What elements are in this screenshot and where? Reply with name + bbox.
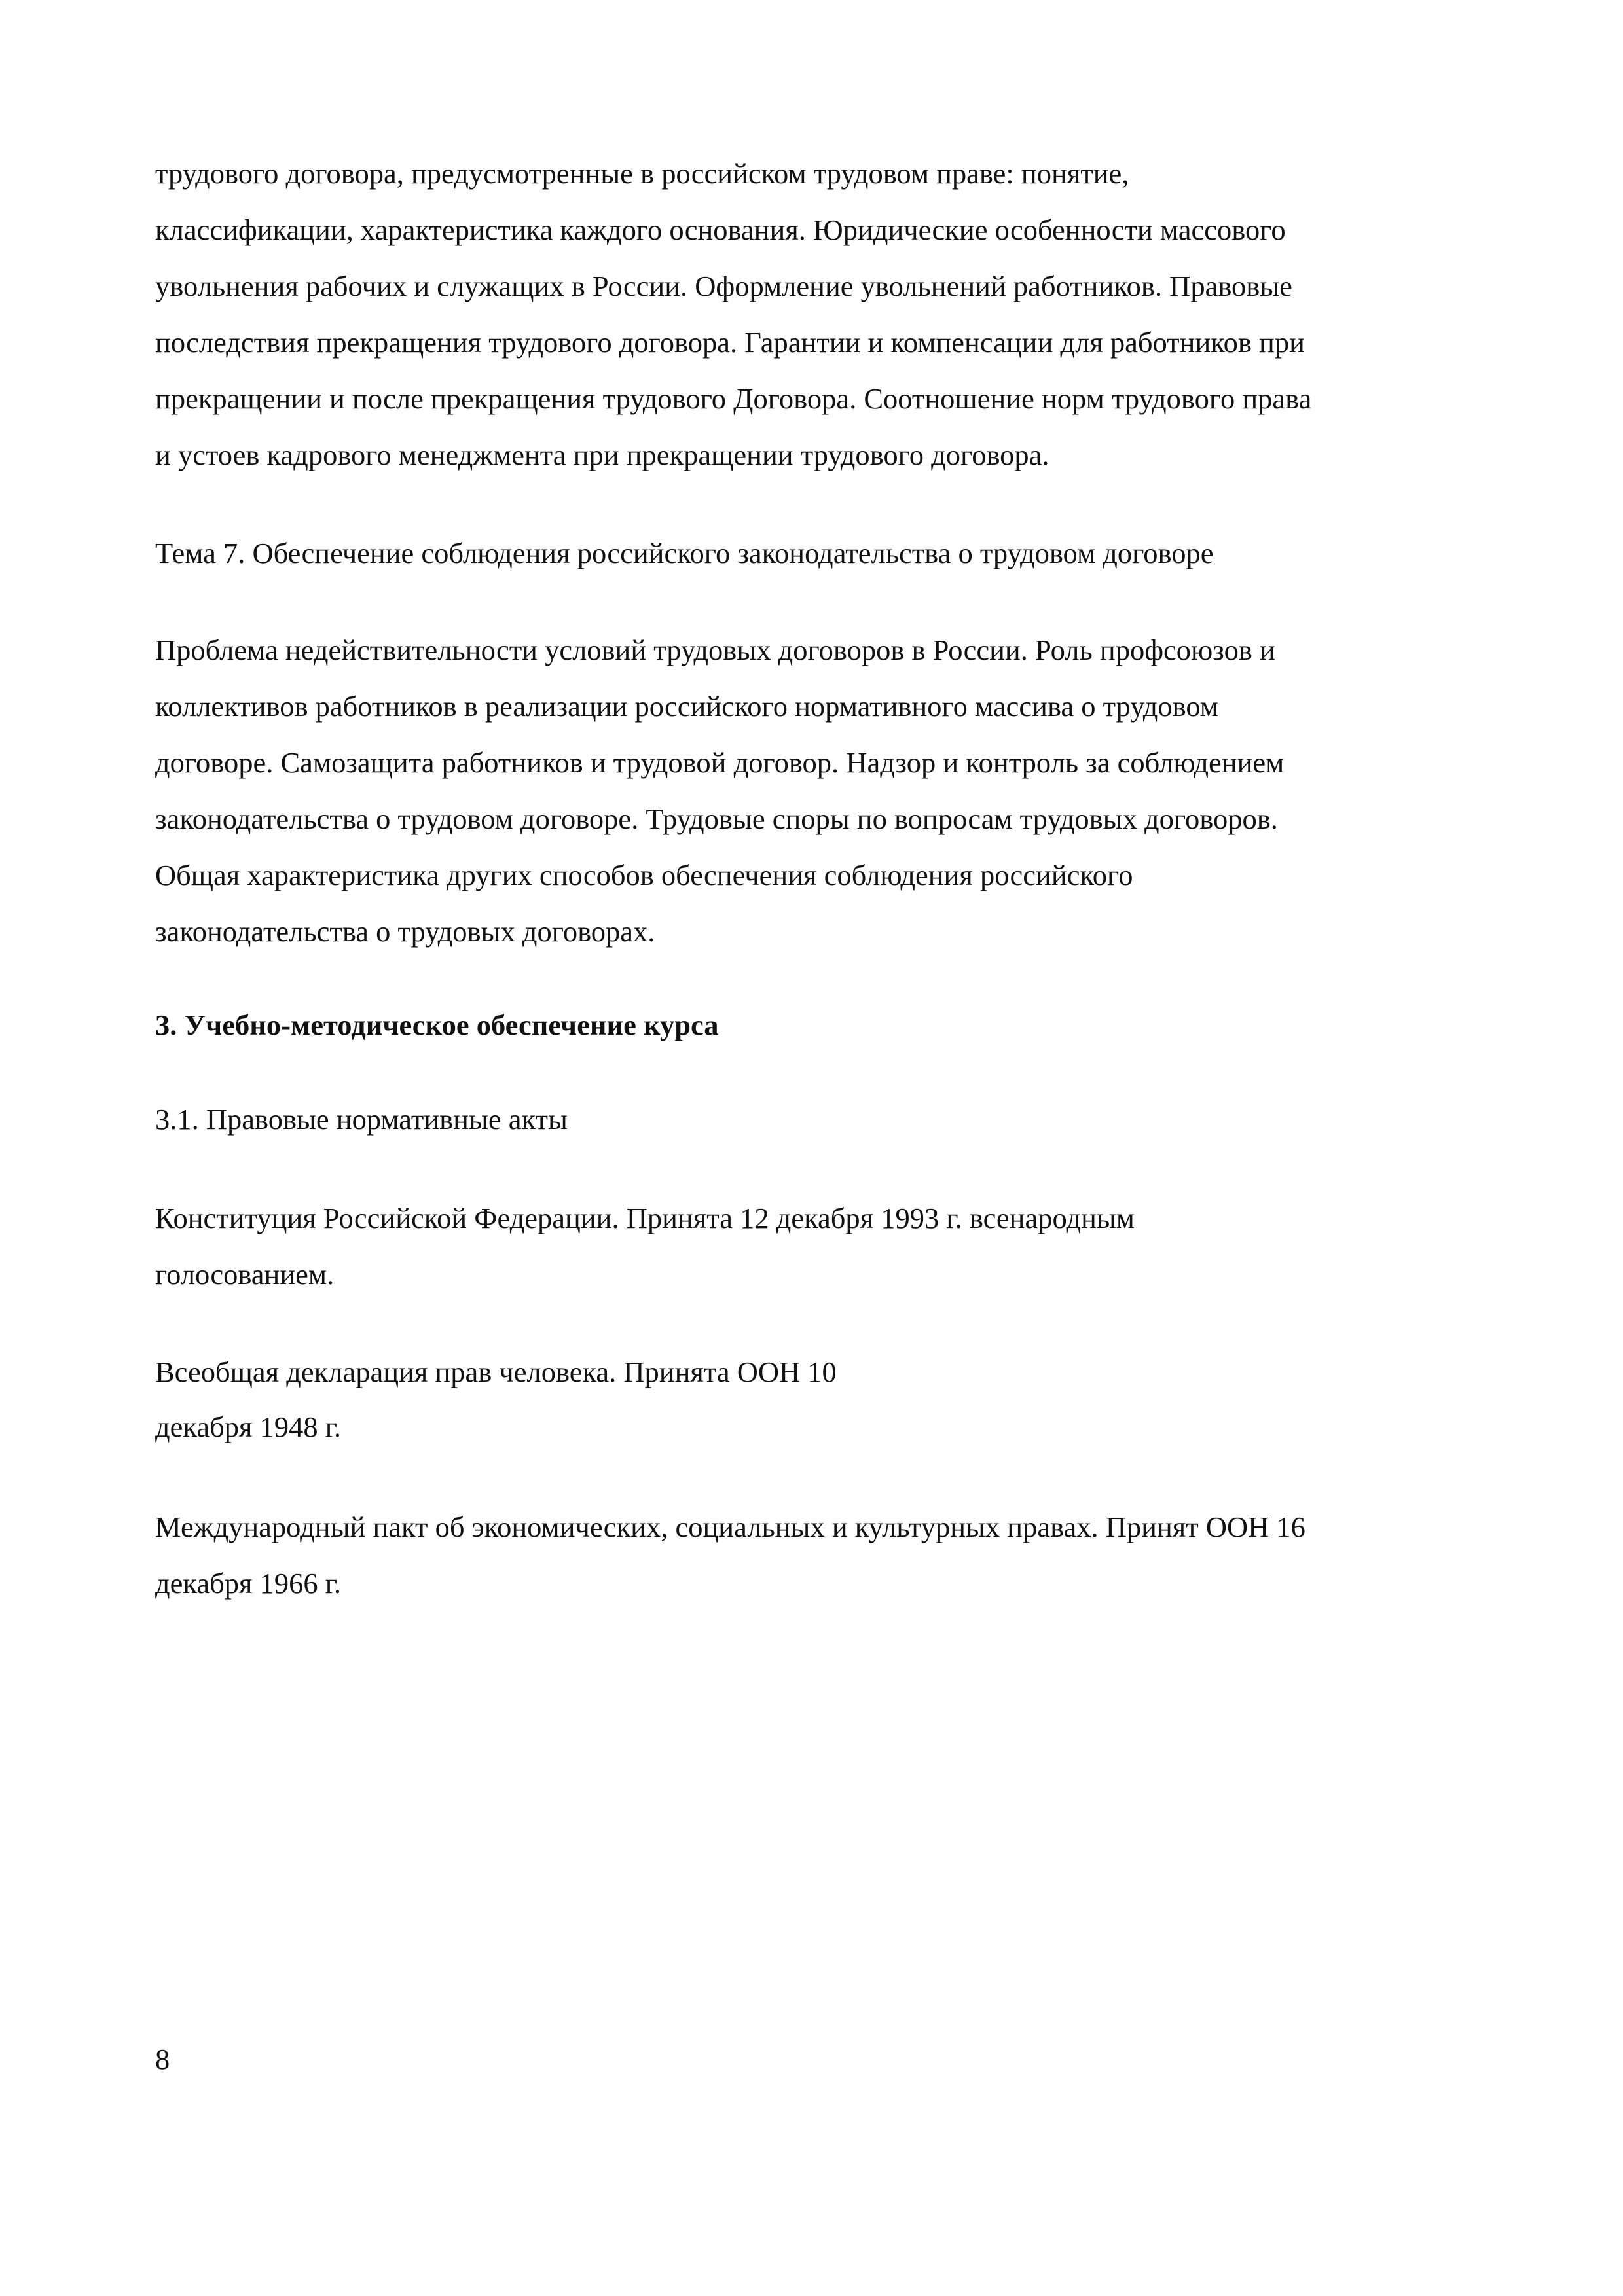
subsection-3-1-heading: 3.1. Правовые нормативные акты bbox=[155, 1103, 568, 1136]
text-line: трудового договора, предусмотренные в российском трудовом праве: понятие, bbox=[155, 157, 1129, 190]
text-line: Общая характеристика других способов обеспечения соблюдения российского bbox=[155, 859, 1133, 891]
text-line: коллективов работников в реализации российского нормативного массива о трудовом bbox=[155, 690, 1218, 723]
text-line: декабря 1966 г. bbox=[155, 1567, 342, 1600]
topic-7-heading: Тема 7. Обеспечение соблюдения российского законодательства о трудовом договоре bbox=[155, 537, 1214, 569]
paragraph-topic-7 bbox=[155, 622, 1517, 960]
entry-icescr bbox=[155, 1499, 1517, 1611]
text-line: договоре. Самозащита работников и трудовой договор. Надзор и контроль за соблюдением bbox=[155, 746, 1285, 779]
text-line: Конституция Российской Федерации. Принята 12 декабря 1993 г. всенародным bbox=[155, 1202, 1135, 1234]
text-line: декабря 1948 г. bbox=[155, 1410, 342, 1443]
topic-7-heading-block bbox=[155, 529, 1517, 577]
text-line: и устоев кадрового менеджмента при прекращении трудового договора. bbox=[155, 439, 1049, 471]
text-line: Международный пакт об экономических, социальных и культурных правах. Принят ООН 16 bbox=[155, 1511, 1305, 1543]
text-line: последствия прекращения трудового договора. Гарантии и компенсации для работников при bbox=[155, 326, 1305, 359]
text-line: Проблема недействительности условий трудовых договоров в России. Роль профсоюзов и bbox=[155, 634, 1275, 666]
section-3-heading: 3. Учебно-методическое обеспечение курса bbox=[155, 1009, 719, 1041]
text-line: законодательства о трудовых договорах. bbox=[155, 915, 655, 948]
text-line: голосованием. bbox=[155, 1258, 335, 1291]
entry-constitution bbox=[155, 1190, 1517, 1302]
paragraph-termination bbox=[155, 145, 1517, 483]
text-line: прекращении и после прекращения трудового Договора. Соотношение норм трудового права bbox=[155, 382, 1312, 415]
entry-udhr bbox=[155, 1344, 1517, 1454]
text-line: законодательства о трудовом договоре. Трудовые споры по вопросам трудовых договоров. bbox=[155, 802, 1278, 835]
section-3-heading-block bbox=[155, 1001, 1517, 1049]
text-line: увольнения рабочих и служащих в России. Оформление увольнений работников. Правовые bbox=[155, 270, 1292, 302]
subsection-3-1-block bbox=[155, 1096, 1517, 1143]
text-line: классификации, характеристика каждого основания. Юридические особенности массового bbox=[155, 213, 1286, 246]
page-number: 8 bbox=[155, 2043, 170, 2075]
text-line: Всеобщая декларация прав человека. Принята ООН 10 bbox=[155, 1355, 837, 1388]
